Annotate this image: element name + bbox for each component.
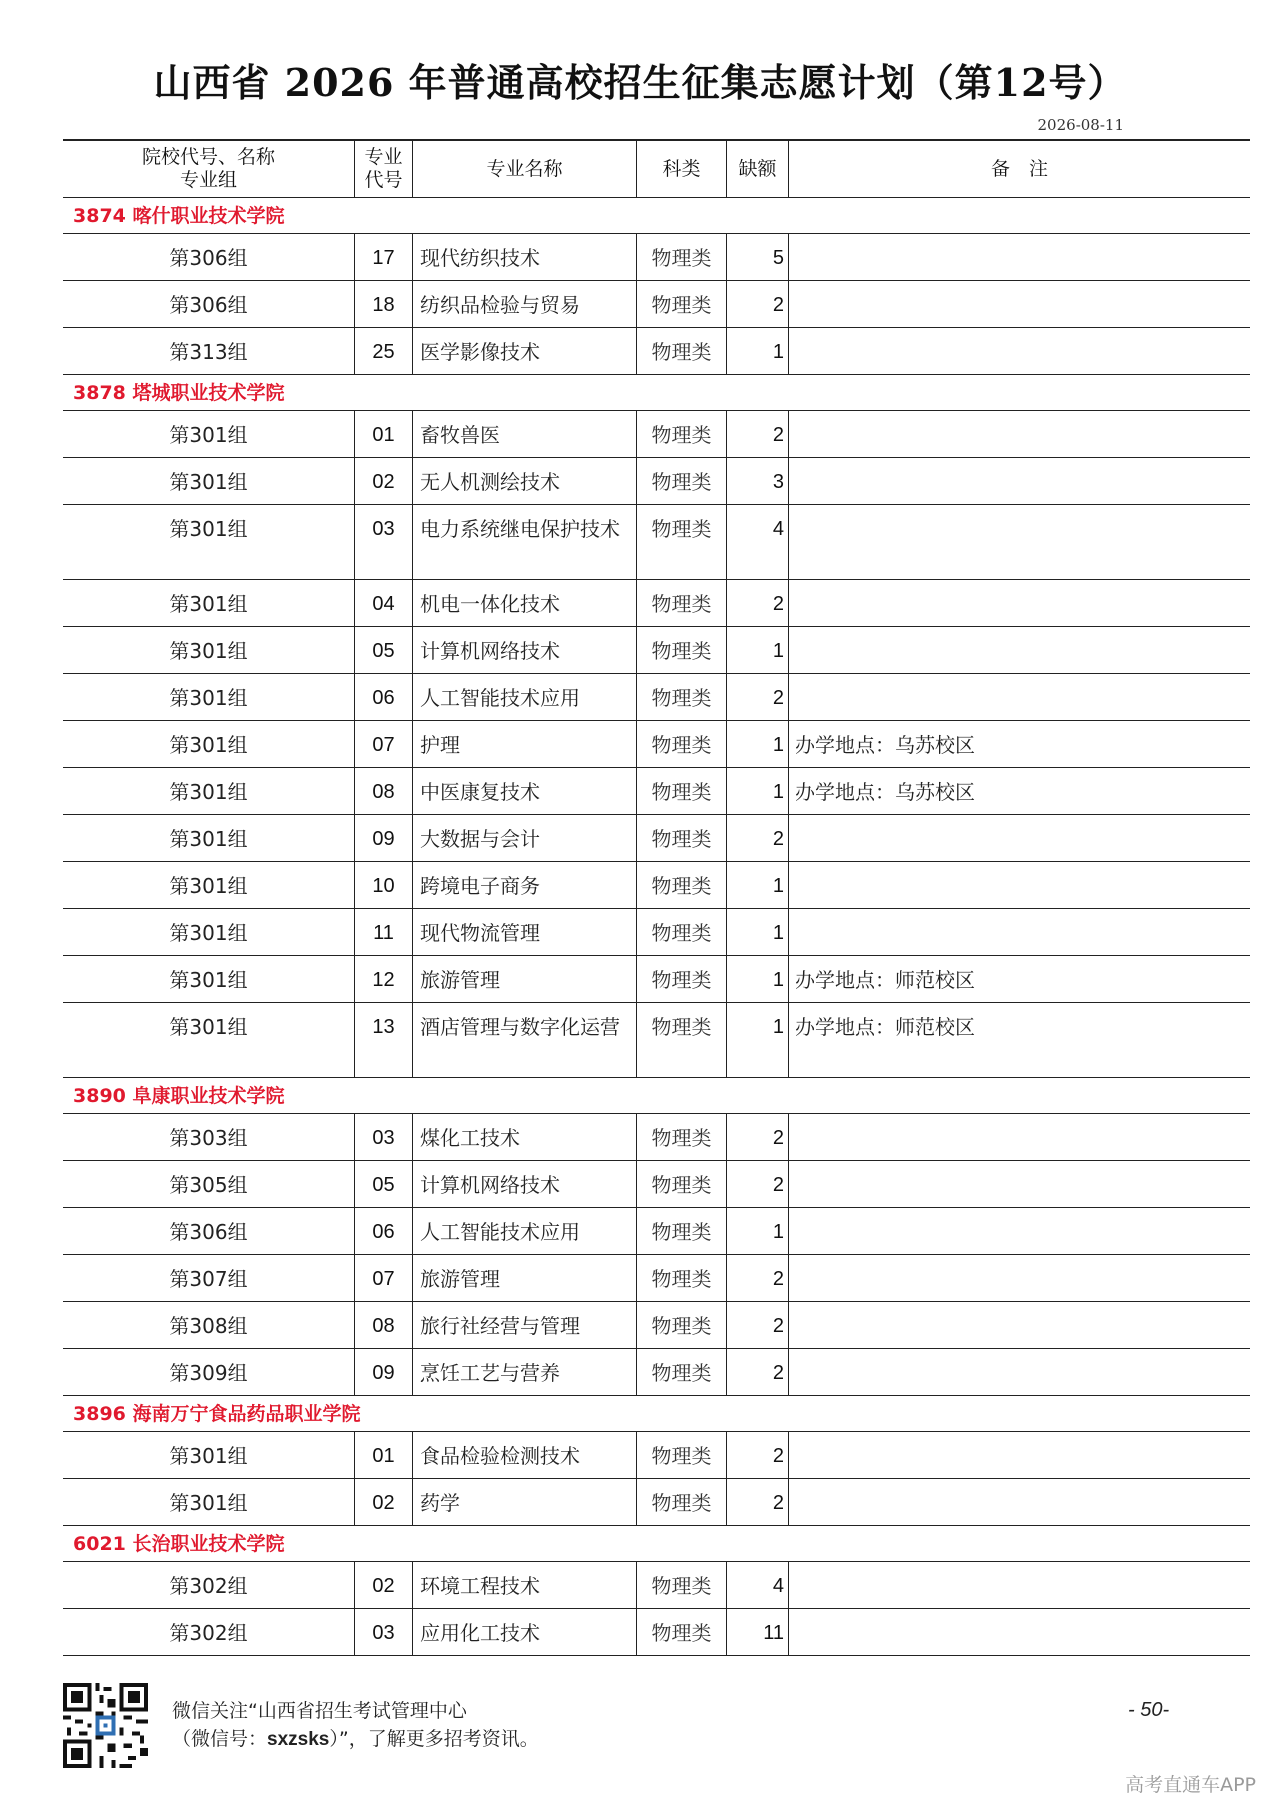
header-category: 科类 (637, 141, 727, 197)
cell-major-code: 05 (355, 627, 413, 673)
qr-code-icon (63, 1683, 148, 1768)
cell-category: 物理类 (637, 815, 727, 861)
cell-category: 物理类 (637, 674, 727, 720)
cell-major-name: 畜牧兽医 (413, 411, 637, 457)
cell-category: 物理类 (637, 234, 727, 280)
cell-major-name: 大数据与会计 (413, 815, 637, 861)
cell-group: 第301组 (63, 580, 355, 626)
cell-category: 物理类 (637, 505, 727, 579)
cell-major-code: 06 (355, 674, 413, 720)
cell-quota: 4 (727, 505, 789, 579)
cell-major-code: 02 (355, 458, 413, 504)
cell-major-name: 人工智能技术应用 (413, 674, 637, 720)
cell-category: 物理类 (637, 411, 727, 457)
cell-category: 物理类 (637, 458, 727, 504)
table-row (63, 1255, 1250, 1302)
cell-category: 物理类 (637, 956, 727, 1002)
cell-major-code: 11 (355, 909, 413, 955)
cell-category: 物理类 (637, 328, 727, 374)
cell-major-code: 03 (355, 505, 413, 579)
table-row (63, 1432, 1250, 1479)
cell-major-name: 现代物流管理 (413, 909, 637, 955)
table-row (63, 909, 1250, 956)
cell-major-code: 10 (355, 862, 413, 908)
table-row (63, 1114, 1250, 1161)
cell-note (789, 580, 1250, 626)
cell-major-name: 纺织品检验与贸易 (413, 281, 637, 327)
table-row (63, 580, 1250, 627)
cell-note (789, 1302, 1250, 1348)
cell-major-code: 05 (355, 1161, 413, 1207)
cell-quota: 3 (727, 458, 789, 504)
cell-group: 第309组 (63, 1349, 355, 1395)
cell-major-code: 03 (355, 1114, 413, 1160)
table-row (63, 234, 1250, 281)
cell-note (789, 281, 1250, 327)
cell-major-code: 01 (355, 1432, 413, 1478)
cell-group: 第303组 (63, 1114, 355, 1160)
cell-group: 第301组 (63, 1479, 355, 1525)
wechat-id: sxzsks (267, 1729, 330, 1750)
cell-group: 第308组 (63, 1302, 355, 1348)
cell-quota: 2 (727, 674, 789, 720)
cell-group: 第305组 (63, 1161, 355, 1207)
cell-major-name: 计算机网络技术 (413, 627, 637, 673)
cell-category: 物理类 (637, 1114, 727, 1160)
app-watermark: 高考直通车APP (1125, 1774, 1256, 1796)
cell-quota: 2 (727, 1161, 789, 1207)
cell-quota: 2 (727, 1114, 789, 1160)
header-major-code: 专业 代号 (355, 141, 413, 197)
cell-major-code: 07 (355, 1255, 413, 1301)
cell-group: 第306组 (63, 234, 355, 280)
cell-group: 第301组 (63, 909, 355, 955)
table-row (63, 328, 1250, 375)
cell-category: 物理类 (637, 1003, 727, 1077)
cell-major-code: 06 (355, 1208, 413, 1254)
cell-quota: 2 (727, 580, 789, 626)
cell-category: 物理类 (637, 1208, 727, 1254)
table-row (63, 281, 1250, 328)
table-row (63, 411, 1250, 458)
header-quota: 缺额 (727, 141, 789, 197)
cell-note (789, 234, 1250, 280)
cell-group: 第313组 (63, 328, 355, 374)
cell-note (789, 1562, 1250, 1608)
cell-quota: 1 (727, 721, 789, 767)
cell-quota: 1 (727, 328, 789, 374)
cell-group: 第301组 (63, 862, 355, 908)
cell-note (789, 815, 1250, 861)
cell-quota: 2 (727, 1255, 789, 1301)
cell-quota: 2 (727, 1479, 789, 1525)
cell-note: 办学地点：师范校区 (795, 1015, 975, 1039)
cell-note (789, 1432, 1250, 1478)
cell-group: 第301组 (63, 458, 355, 504)
cell-quota: 2 (727, 815, 789, 861)
cell-quota: 2 (727, 1349, 789, 1395)
table-row (63, 627, 1250, 674)
table-row (63, 956, 1250, 1003)
header-note: 备 注 (990, 157, 1048, 180)
cell-quota: 5 (727, 234, 789, 280)
cell-category: 物理类 (637, 862, 727, 908)
cell-major-name: 人工智能技术应用 (413, 1208, 637, 1254)
school-header: 3878 塔城职业技术学院 (63, 375, 1250, 411)
cell-category: 物理类 (637, 1479, 727, 1525)
page-title: 山西省 2026 年普通高校招生征集志愿计划（第12号） (153, 60, 1127, 105)
cell-group: 第301组 (63, 768, 355, 814)
table-row (63, 1609, 1250, 1656)
cell-note (789, 328, 1250, 374)
cell-note (789, 411, 1250, 457)
cell-note (789, 1161, 1250, 1207)
cell-group: 第301组 (63, 815, 355, 861)
cell-major-code: 18 (355, 281, 413, 327)
cell-quota: 2 (727, 281, 789, 327)
cell-major-name: 护理 (413, 721, 637, 767)
table-row (63, 1302, 1250, 1349)
table-row (63, 862, 1250, 909)
cell-category: 物理类 (637, 909, 727, 955)
cell-group: 第301组 (63, 1432, 355, 1478)
cell-quota: 2 (727, 411, 789, 457)
cell-quota: 1 (727, 627, 789, 673)
cell-major-name: 医学影像技术 (413, 328, 637, 374)
cell-major-name: 烹饪工艺与营养 (413, 1349, 637, 1395)
cell-quota: 11 (727, 1609, 789, 1655)
cell-major-code: 17 (355, 234, 413, 280)
cell-group: 第301组 (63, 505, 355, 579)
cell-major-name: 旅游管理 (413, 1255, 637, 1301)
header-major-name: 专业名称 (413, 141, 637, 197)
cell-group: 第306组 (63, 281, 355, 327)
table-row (63, 721, 1250, 768)
cell-quota: 1 (727, 956, 789, 1002)
table-row (63, 674, 1250, 721)
school-header: 3896 海南万宁食品药品职业学院 (63, 1396, 1250, 1432)
enrollment-plan-table (63, 139, 1250, 1656)
publish-date: 2026-08-11 (1037, 116, 1124, 134)
cell-category: 物理类 (637, 1562, 727, 1608)
cell-note (789, 1349, 1250, 1395)
cell-quota: 1 (727, 768, 789, 814)
cell-major-code: 01 (355, 411, 413, 457)
table-row (63, 505, 1250, 580)
cell-note (789, 627, 1250, 673)
table-row (63, 815, 1250, 862)
cell-quota: 2 (727, 1432, 789, 1478)
cell-major-code: 02 (355, 1562, 413, 1608)
cell-note: 办学地点：乌苏校区 (795, 780, 975, 804)
cell-category: 物理类 (637, 1255, 727, 1301)
cell-group: 第301组 (63, 1003, 355, 1077)
cell-group: 第302组 (63, 1562, 355, 1608)
cell-quota: 4 (727, 1562, 789, 1608)
cell-category: 物理类 (637, 281, 727, 327)
cell-major-name: 环境工程技术 (413, 1562, 637, 1608)
cell-note (789, 1255, 1250, 1301)
cell-major-name: 无人机测绘技术 (413, 458, 637, 504)
cell-major-name: 药学 (413, 1479, 637, 1525)
table-row (63, 1208, 1250, 1255)
cell-group: 第301组 (63, 674, 355, 720)
cell-major-code: 07 (355, 721, 413, 767)
footer-line-2 (172, 1725, 539, 1754)
cell-note (789, 862, 1250, 908)
cell-group: 第307组 (63, 1255, 355, 1301)
cell-major-code: 04 (355, 580, 413, 626)
cell-note (789, 1609, 1250, 1655)
cell-major-name: 计算机网络技术 (413, 1161, 637, 1207)
cell-major-name: 现代纺织技术 (413, 234, 637, 280)
cell-note: 办学地点：乌苏校区 (795, 733, 975, 757)
footer-line-2-prefix: （微信号： (172, 1728, 268, 1750)
cell-note (789, 505, 1250, 579)
cell-quota: 2 (727, 1302, 789, 1348)
cell-category: 物理类 (637, 768, 727, 814)
cell-category: 物理类 (637, 1609, 727, 1655)
cell-note (789, 674, 1250, 720)
school-header: 3874 喀什职业技术学院 (63, 198, 1250, 234)
cell-group: 第301组 (63, 411, 355, 457)
cell-category: 物理类 (637, 1349, 727, 1395)
cell-major-name: 应用化工技术 (413, 1609, 637, 1655)
cell-category: 物理类 (637, 627, 727, 673)
table-header (63, 139, 1250, 198)
table-row (63, 1479, 1250, 1526)
cell-group: 第301组 (63, 721, 355, 767)
cell-quota: 1 (727, 862, 789, 908)
cell-category: 物理类 (637, 1302, 727, 1348)
cell-major-name: 旅游管理 (413, 956, 637, 1002)
cell-note (789, 909, 1250, 955)
cell-group: 第306组 (63, 1208, 355, 1254)
school-header: 6021 长治职业技术学院 (63, 1526, 1250, 1562)
table-row (63, 458, 1250, 505)
cell-major-name: 跨境电子商务 (413, 862, 637, 908)
cell-major-name: 食品检验检测技术 (413, 1432, 637, 1478)
school-header: 3890 阜康职业技术学院 (63, 1078, 1250, 1114)
table-row (63, 1161, 1250, 1208)
cell-category: 物理类 (637, 1432, 727, 1478)
table-row (63, 1562, 1250, 1609)
cell-note (789, 458, 1250, 504)
cell-major-code: 25 (355, 328, 413, 374)
cell-major-code: 08 (355, 1302, 413, 1348)
cell-quota: 1 (727, 1208, 789, 1254)
cell-note (789, 1479, 1250, 1525)
cell-major-name: 煤化工技术 (413, 1114, 637, 1160)
cell-category: 物理类 (637, 721, 727, 767)
cell-major-code: 13 (355, 1003, 413, 1077)
cell-group: 第301组 (63, 956, 355, 1002)
cell-quota: 1 (727, 909, 789, 955)
cell-category: 物理类 (637, 580, 727, 626)
header-group: 院校代号、名称 专业组 (63, 141, 355, 197)
cell-major-name: 旅行社经营与管理 (413, 1302, 637, 1348)
cell-note (789, 1208, 1250, 1254)
cell-category: 物理类 (637, 1161, 727, 1207)
table-row (63, 1349, 1250, 1396)
footer-line-2-suffix: ）”，了解更多招考资讯。 (329, 1728, 539, 1750)
cell-quota: 1 (727, 1003, 789, 1077)
cell-major-code: 09 (355, 815, 413, 861)
cell-major-code: 12 (355, 956, 413, 1002)
cell-major-code: 02 (355, 1479, 413, 1525)
cell-group: 第301组 (63, 627, 355, 673)
cell-major-code: 08 (355, 768, 413, 814)
cell-note: 办学地点：师范校区 (795, 968, 975, 992)
table-row (63, 1003, 1250, 1078)
cell-major-name: 酒店管理与数字化运营 (413, 1003, 637, 1077)
footer-line-1: 微信关注“山西省招生考试管理中心 (172, 1700, 467, 1722)
cell-major-name: 电力系统继电保护技术 (413, 505, 637, 579)
cell-major-name: 中医康复技术 (413, 768, 637, 814)
page-number: - 50- (1128, 1699, 1170, 1721)
cell-group: 第302组 (63, 1609, 355, 1655)
cell-note (789, 1114, 1250, 1160)
cell-major-code: 09 (355, 1349, 413, 1395)
cell-major-name: 机电一体化技术 (413, 580, 637, 626)
table-row (63, 768, 1250, 815)
table-body (63, 198, 1250, 1656)
footer-notice (172, 1697, 539, 1754)
cell-major-code: 03 (355, 1609, 413, 1655)
